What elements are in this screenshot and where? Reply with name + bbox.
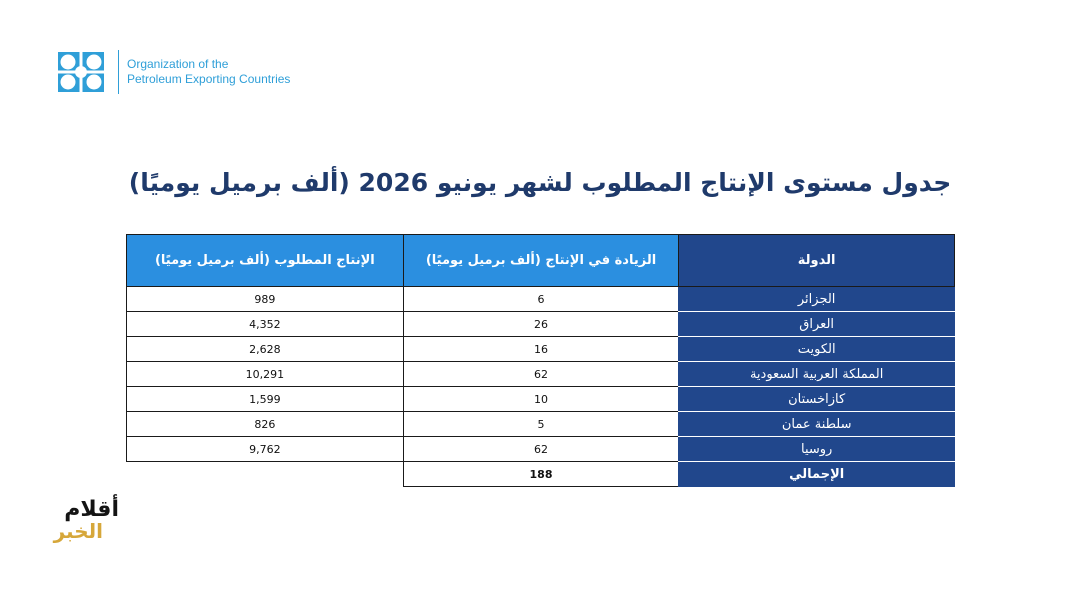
- cell-increase: 10: [403, 387, 679, 412]
- cell-country: روسيا: [679, 437, 955, 462]
- cell-required: 1,599: [127, 387, 404, 412]
- header-increase: الزيادة في الإنتاج (ألف برميل يوميًا): [403, 235, 679, 287]
- cell-required: 826: [127, 412, 404, 437]
- cell-increase: 26: [403, 312, 679, 337]
- cell-country: العراق: [679, 312, 955, 337]
- cell-required: 10,291: [127, 362, 404, 387]
- cell-increase: 62: [403, 362, 679, 387]
- header-required: الإنتاج المطلوب (ألف برميل يوميًا): [127, 235, 404, 287]
- cell-increase: 62: [403, 437, 679, 462]
- table-total-row: [127, 462, 955, 487]
- page-title: جدول مستوى الإنتاج المطلوب لشهر يونيو 2026 (ألف برميل يوميًا): [128, 168, 952, 197]
- logo-text-line2: Petroleum Exporting Countries: [127, 72, 291, 86]
- total-empty-cell: [127, 462, 404, 487]
- cell-increase: 16: [403, 337, 679, 362]
- cell-required: 9,762: [127, 437, 404, 462]
- table-row: [127, 412, 955, 437]
- table-row: [127, 337, 955, 362]
- watermark-logo: [55, 496, 125, 546]
- table-row: [127, 287, 955, 312]
- table-row: [127, 362, 955, 387]
- opec-logo: [58, 50, 290, 94]
- cell-required: 4,352: [127, 312, 404, 337]
- cell-required: 989: [127, 287, 404, 312]
- logo-text-line1: Organization of the: [127, 57, 229, 71]
- watermark-line1: أقلام: [64, 497, 119, 522]
- opec-logo-icon: [58, 52, 104, 92]
- watermark-line2: الخبر: [53, 519, 103, 543]
- table-row: [127, 312, 955, 337]
- cell-country: الكويت: [679, 337, 955, 362]
- cell-country: سلطنة عمان: [679, 412, 955, 437]
- total-label: الإجمالي: [679, 462, 955, 487]
- cell-country: كازاخستان: [679, 387, 955, 412]
- production-table: [126, 234, 955, 487]
- cell-increase: 5: [403, 412, 679, 437]
- cell-country: الجزائر: [679, 287, 955, 312]
- cell-required: 2,628: [127, 337, 404, 362]
- logo-text: [127, 57, 290, 87]
- logo-divider: [118, 50, 119, 94]
- cell-country: المملكة العربية السعودية: [679, 362, 955, 387]
- table-header-row: [127, 235, 955, 287]
- table-row: [127, 387, 955, 412]
- cell-increase: 6: [403, 287, 679, 312]
- total-increase: 188: [403, 462, 679, 487]
- table-row: [127, 437, 955, 462]
- header-country: الدولة: [679, 235, 955, 287]
